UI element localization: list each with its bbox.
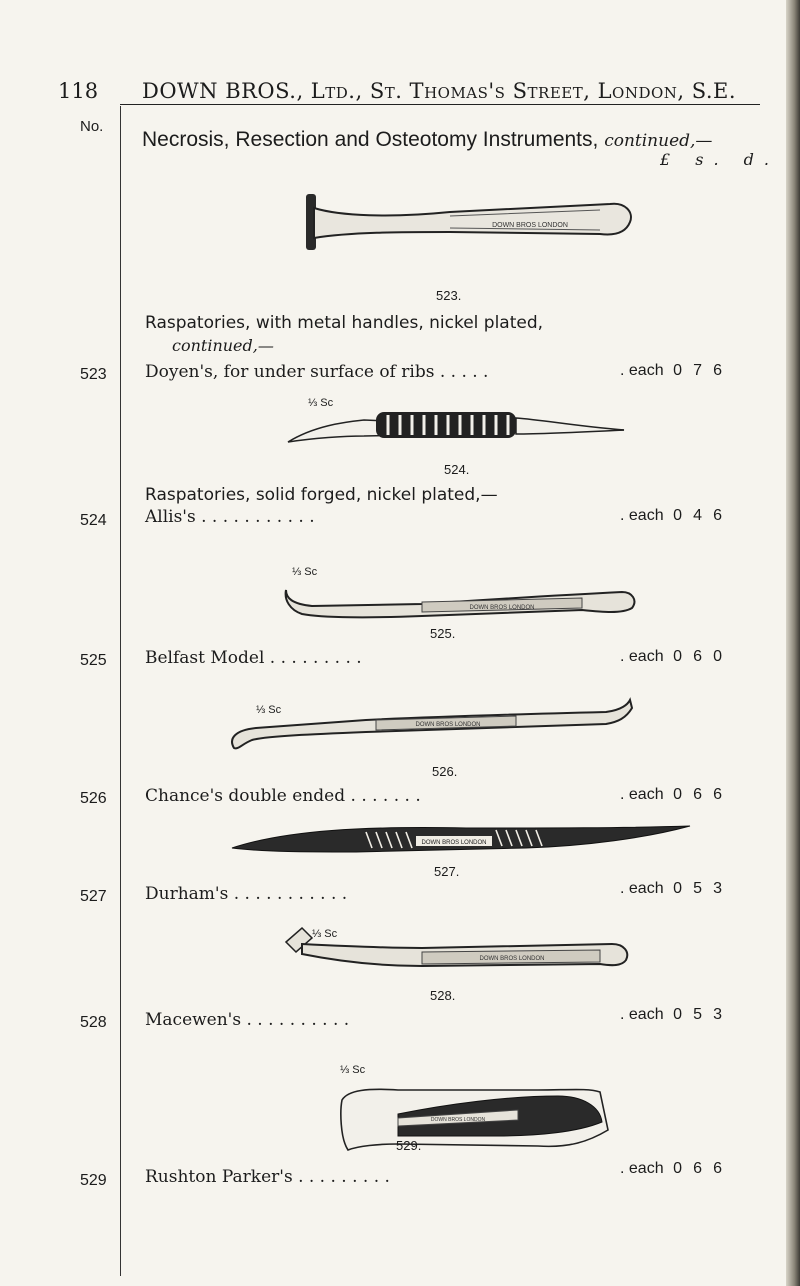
price-pence-529: 6	[713, 1160, 723, 1177]
entry-number-523: 523	[80, 366, 107, 383]
header-rule	[120, 104, 760, 105]
column-rule	[120, 106, 121, 1276]
entry-name-525: Belfast Model . . . . . . . . .	[145, 648, 362, 668]
entry-price-527	[620, 880, 728, 898]
entry-name-528: Macewen's . . . . . . . . . .	[145, 1010, 350, 1030]
entry-price-526	[620, 786, 728, 804]
section-title-text: Necrosis, Resection and Osteotomy Instruments,	[142, 128, 599, 151]
figure-label-526: 526.	[432, 764, 458, 779]
figure-label-524: 524.	[444, 462, 470, 477]
price-pence-525: 0	[713, 648, 723, 665]
price-shillings-526: 6	[693, 786, 703, 803]
price-shillings-523: 7	[693, 362, 703, 379]
page-edge-shadow	[786, 0, 800, 1286]
entry-unit-525: . each	[620, 648, 664, 665]
page-number: 118	[58, 79, 99, 103]
instrument-529-illustration	[338, 1086, 618, 1156]
figure-label-525: 525.	[430, 626, 456, 641]
instrument-525-stamp: DOWN BROS LONDON	[469, 605, 535, 611]
entry-name-524: Allis's . . . . . . . . . . .	[145, 507, 315, 527]
entry-unit-526: . each	[620, 786, 664, 803]
instrument-525-illustration	[282, 578, 642, 628]
entry-number-529: 529	[80, 1172, 107, 1189]
entry-name-527: Durham's . . . . . . . . . . .	[145, 884, 348, 904]
price-pence-523: 6	[713, 362, 723, 379]
column-label-no: No.	[80, 118, 104, 135]
figure-label-523: 523.	[436, 288, 462, 303]
instrument-528-stamp: DOWN BROS LONDON	[479, 956, 545, 962]
instrument-527-stamp: DOWN BROS LONDON	[421, 840, 487, 846]
entry-number-525: 525	[80, 652, 107, 669]
price-pence-524: 6	[713, 507, 723, 524]
instrument-523-illustration	[300, 188, 640, 268]
price-pounds-527: 0	[673, 880, 683, 897]
price-pounds-525: 0	[673, 648, 683, 665]
entry-name-529: Rushton Parker's . . . . . . . . .	[145, 1167, 390, 1187]
instrument-528-illustration	[282, 924, 642, 978]
scale-label-525: ⅓ Sc	[292, 566, 318, 578]
price-shillings-527: 5	[693, 880, 703, 897]
price-shillings-529: 6	[693, 1160, 703, 1177]
price-pounds-528: 0	[673, 1006, 683, 1023]
entry-unit-524: . each	[620, 507, 664, 524]
entry-price-528	[620, 1006, 728, 1024]
entry-unit-528: . each	[620, 1006, 664, 1023]
instrument-524-illustration	[284, 402, 644, 452]
running-title: DOWN BROS., Ltd., St. Thomas's Street, London, S.E.	[142, 79, 737, 103]
entry-number-527: 527	[80, 888, 107, 905]
instrument-526-stamp: DOWN BROS LONDON	[415, 722, 481, 728]
price-pounds-523: 0	[673, 362, 683, 379]
entry-price-529	[620, 1160, 728, 1178]
price-shillings-525: 6	[693, 648, 703, 665]
entry-heading-raspatories-forged: Raspatories, solid forged, nickel plated,—	[145, 485, 498, 505]
price-pence-527: 3	[713, 880, 723, 897]
entry-unit-527: . each	[620, 880, 664, 897]
instrument-529-stamp: DOWN BROS LONDON	[430, 1117, 486, 1123]
figure-label-529: 529.	[396, 1138, 422, 1153]
figure-label-527: 527.	[434, 864, 460, 879]
entry-heading-raspatories-metal: Raspatories, with metal handles, nickel plated,	[145, 313, 544, 333]
entry-price-524	[620, 507, 728, 525]
price-pounds-524: 0	[673, 507, 683, 524]
entry-price-525	[620, 648, 728, 666]
price-shillings-528: 5	[693, 1006, 703, 1023]
price-pounds-529: 0	[673, 1160, 683, 1177]
instrument-526-illustration	[226, 702, 646, 758]
section-continued: continued,—	[604, 131, 713, 151]
entry-heading-continued: continued,—	[172, 336, 274, 355]
entry-name-526: Chance's double ended . . . . . . .	[145, 786, 421, 806]
entry-price-523	[620, 362, 728, 380]
entry-number-528: 528	[80, 1014, 107, 1031]
instrument-527-illustration	[226, 816, 696, 860]
instrument-523-stamp: DOWN BROS LONDON	[492, 222, 568, 229]
scale-label-529: ⅓ Sc	[340, 1064, 366, 1076]
entry-unit-529: . each	[620, 1160, 664, 1177]
scale-label-524: ⅓ Sc	[308, 397, 334, 409]
figure-label-528: 528.	[430, 988, 456, 1003]
price-pence-528: 3	[713, 1006, 723, 1023]
scale-label-528: ⅓ Sc	[312, 928, 338, 940]
entry-number-526: 526	[80, 790, 107, 807]
scale-label-526: ⅓ Sc	[256, 704, 282, 716]
entry-number-524: 524	[80, 512, 107, 529]
entry-unit-523: . each	[620, 362, 664, 379]
price-pounds-526: 0	[673, 786, 683, 803]
entry-name-523: Doyen's, for under surface of ribs . . . . .	[145, 362, 489, 382]
currency-heading: £ s. d.	[660, 150, 779, 169]
price-shillings-524: 4	[693, 507, 703, 524]
price-pence-526: 6	[713, 786, 723, 803]
section-title	[142, 128, 712, 152]
